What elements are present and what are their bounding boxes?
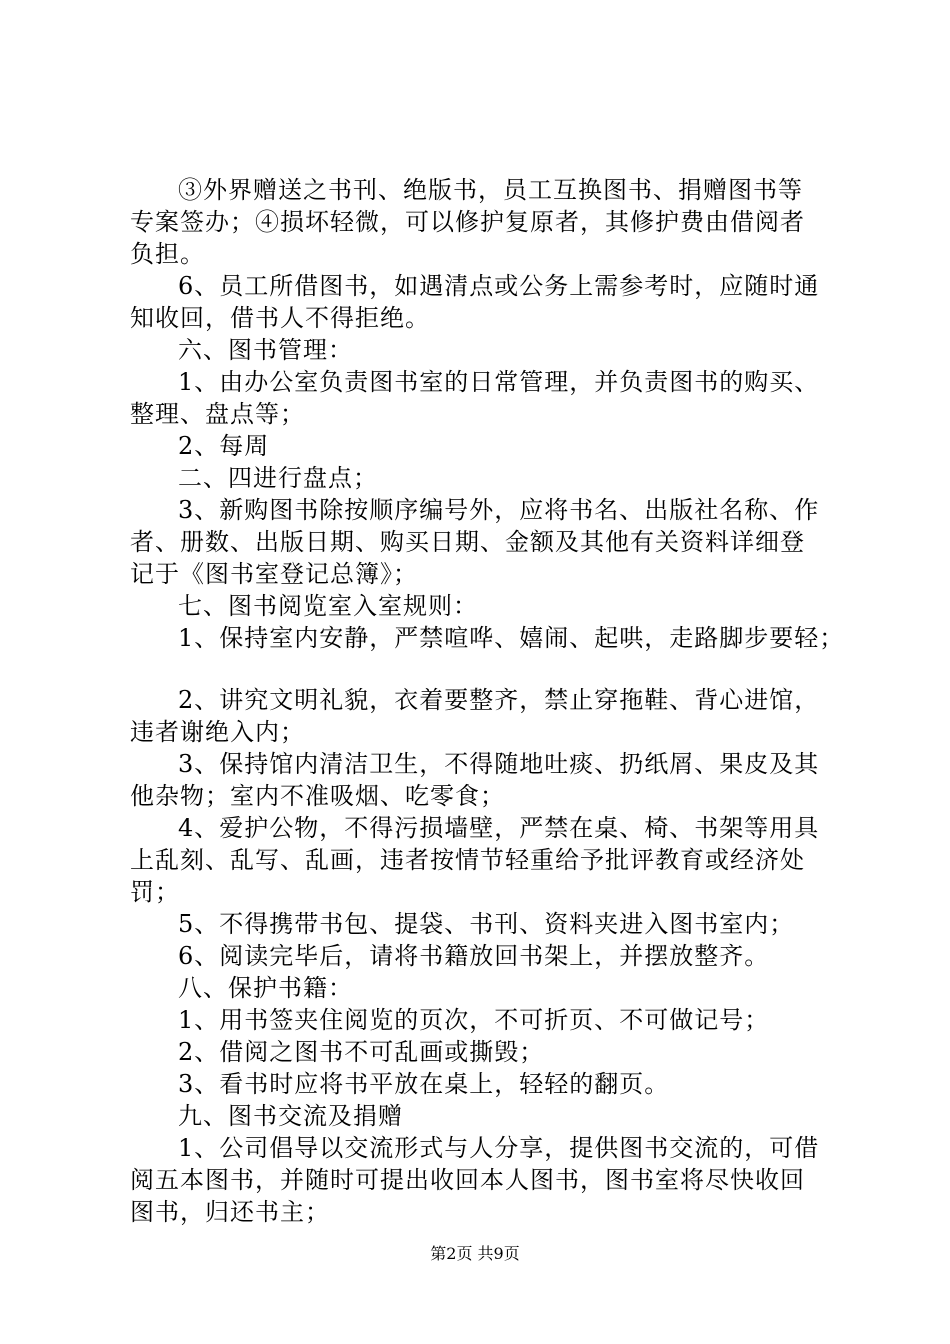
paragraph-line: 1、保持室内安静，严禁喧哗、嬉闹、起哄，走路脚步要轻； bbox=[178, 624, 845, 652]
page-number-footer: 第2页 共9页 bbox=[430, 1244, 520, 1263]
paragraph-line: ③外界赠送之书刊、绝版书，员工互换图书、捐赠图书等 bbox=[178, 176, 803, 204]
paragraph-line: 1、用书签夹住阅览的页次，不可折页、不可做记号； bbox=[178, 1006, 770, 1034]
paragraph-line: 记于《图书室登记总簿》； bbox=[130, 560, 418, 588]
paragraph-line: 罚； bbox=[130, 878, 180, 906]
paragraph-line: 上乱刻、乱写、乱画，违者按情节轻重给予批评教育或经济处 bbox=[130, 846, 805, 874]
paragraph-line: 3、新购图书除按顺序编号外，应将书名、出版社名称、作 bbox=[178, 496, 820, 524]
blank-line bbox=[130, 654, 835, 684]
paragraph-line: 6、员工所借图书，如遇清点或公务上需参考时，应随时通 bbox=[178, 272, 820, 300]
paragraph-line: 2、借阅之图书不可乱画或撕毁； bbox=[178, 1038, 545, 1066]
paragraph-line: 1、公司倡导以交流形式与人分享，提供图书交流的，可借 bbox=[178, 1134, 820, 1162]
paragraph-line: 负担。 bbox=[130, 240, 205, 268]
section-heading: 八、保护书籍： bbox=[178, 974, 353, 1002]
paragraph-line: 5、不得携带书包、提袋、书刊、资料夹进入图书室内； bbox=[178, 910, 795, 938]
paragraph-line: 3、保持馆内清洁卫生，不得随地吐痰、扔纸屑、果皮及其 bbox=[178, 750, 820, 778]
paragraph-line: 专案签办；④损坏轻微，可以修护复原者，其修护费由借阅者 bbox=[130, 208, 805, 236]
paragraph-line: 6、阅读完毕后，请将书籍放回书架上，并摆放整齐。 bbox=[178, 942, 770, 970]
paragraph-line: 违者谢绝入内； bbox=[130, 718, 305, 746]
section-heading: 九、图书交流及捐赠 bbox=[178, 1102, 403, 1130]
paragraph-line: 阅五本图书，并随时可提出收回本人图书，图书室将尽快收回 bbox=[130, 1166, 805, 1194]
paragraph-line: 知收回，借书人不得拒绝。 bbox=[130, 304, 430, 332]
section-heading: 六、图书管理： bbox=[178, 336, 353, 364]
paragraph-line: 二、四进行盘点； bbox=[178, 464, 378, 492]
paragraph-line: 整理、盘点等； bbox=[130, 400, 305, 428]
paragraph-line: 他杂物；室内不准吸烟、吃零食； bbox=[130, 782, 505, 810]
paragraph-line: 3、看书时应将书平放在桌上，轻轻的翻页。 bbox=[178, 1070, 670, 1098]
paragraph-line: 1、由办公室负责图书室的日常管理，并负责图书的购买、 bbox=[178, 368, 820, 396]
document-body bbox=[130, 174, 845, 1228]
paragraph-line: 2、讲究文明礼貌，衣着要整齐，禁止穿拖鞋、背心进馆， bbox=[178, 686, 820, 714]
paragraph-line: 4、爱护公物，不得污损墙壁，严禁在桌、椅、书架等用具 bbox=[178, 814, 820, 842]
paragraph-line: 者、册数、出版日期、购买日期、金额及其他有关资料详细登 bbox=[130, 528, 805, 556]
paragraph-line: 2、每周 bbox=[178, 432, 270, 460]
paragraph-line: 图书，归还书主； bbox=[130, 1198, 330, 1226]
section-heading: 七、图书阅览室入室规则： bbox=[178, 592, 478, 620]
